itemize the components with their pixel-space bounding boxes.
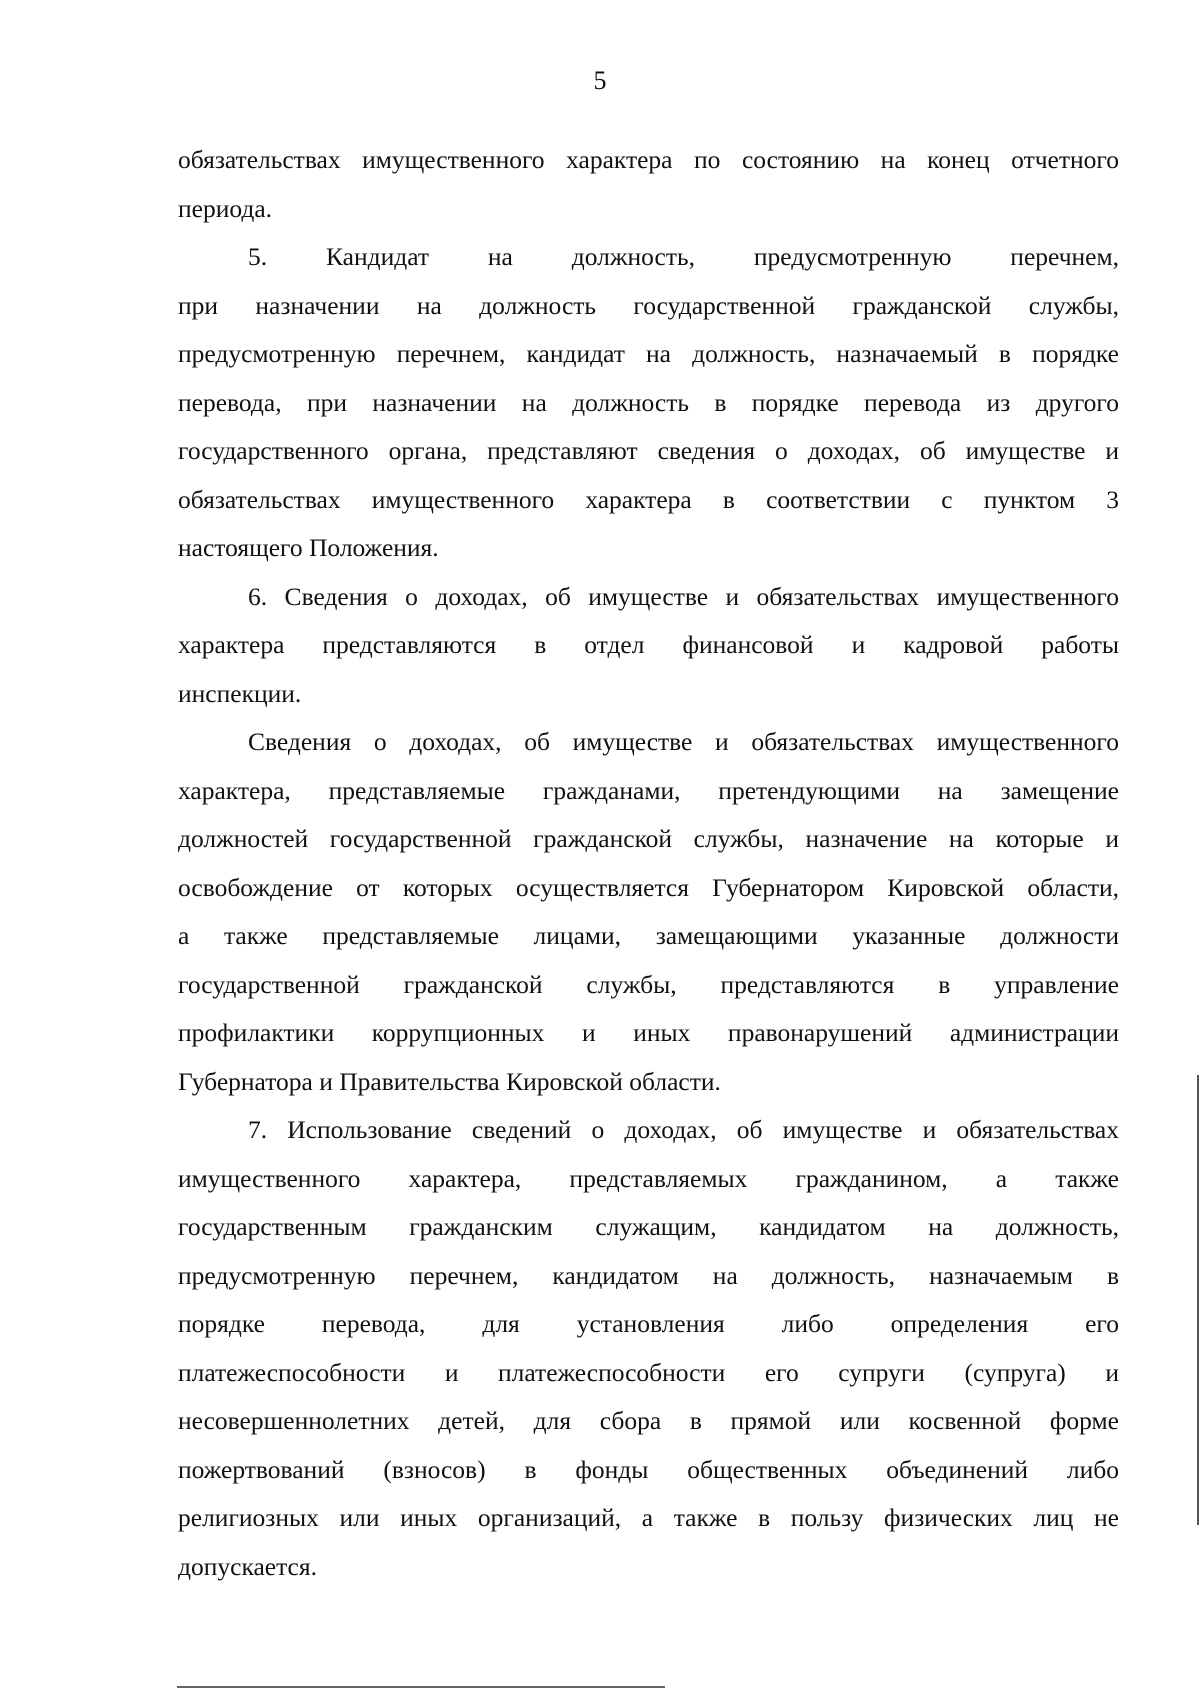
text-line: перевода, при назначении на должность в порядке перевода из другого (178, 387, 1119, 417)
text-line: предусмотренную перечнем, кандидатом на должность, назначаемым в (178, 1260, 1119, 1290)
page-number: 5 (593, 66, 607, 95)
text-line: настоящего Положения. (178, 533, 439, 562)
text-line: освобождение от которых осуществляется Губернатором Кировской области, (178, 872, 1119, 902)
text-line: должностей государственной гражданской службы, назначение на которые и (178, 824, 1119, 853)
text-line: несовершеннолетних детей, для сбора в прямой или косвенной форме (178, 1406, 1119, 1435)
text-line: платежеспособности и платежеспособности его супруги (супруга) и (178, 1357, 1119, 1387)
text-line: обязательствах имущественного характера в соответствии с пунктом 3 (178, 484, 1119, 514)
text-line: Сведения о доходах, об имуществе и обязательствах имущественного (248, 727, 1119, 756)
text-line: при назначении на должность государственной гражданской службы, (178, 290, 1119, 320)
scan-margin-line (1197, 1075, 1199, 1525)
text-line: имущественного характера, представляемых гражданином, а также (178, 1163, 1119, 1193)
text-line: инспекции. (178, 678, 302, 708)
text-line: религиозных или иных организаций, а также в пользу физических лиц не (178, 1503, 1119, 1532)
text-line: допускается. (178, 1551, 317, 1581)
text-line: 5. Кандидат на должность, предусмотренную перечнем, (248, 242, 1119, 271)
text-line: характера, представляемые гражданами, претендующими на замещение (178, 775, 1119, 805)
text-line: государственной гражданской службы, представляются в управление (178, 969, 1119, 999)
footnote-separator (177, 1686, 665, 1688)
text-line: обязательствах имущественного характера по состоянию на конец отчетного (178, 145, 1119, 174)
text-line: профилактики коррупционных и иных правонарушений администрации (178, 1018, 1119, 1047)
document-body (178, 136, 1119, 1591)
text-line: а также представляемые лицами, замещающими указанные должности (178, 921, 1119, 950)
text-line: пожертвований (взносов) в фонды общественных объединений либо (178, 1454, 1119, 1484)
text-line: порядке перевода, для установления либо определения его (178, 1309, 1119, 1338)
text-line: периода. (178, 193, 273, 223)
text-line: государственным гражданским служащим, кандидатом на должность, (178, 1212, 1119, 1241)
text-line: Губернатора и Правительства Кировской области. (178, 1066, 721, 1096)
text-line: 7. Использование сведений о доходах, об имуществе и обязательствах (248, 1115, 1119, 1144)
text-line: государственного органа, представляют сведения о доходах, об имуществе и (178, 436, 1119, 465)
text-line: 6. Сведения о доходах, об имуществе и обязательствах имущественного (248, 581, 1119, 611)
text-line: предусмотренную перечнем, кандидат на должность, назначаемый в порядке (178, 339, 1119, 368)
text-line: характера представляются в отдел финансовой и кадровой работы (178, 630, 1119, 659)
